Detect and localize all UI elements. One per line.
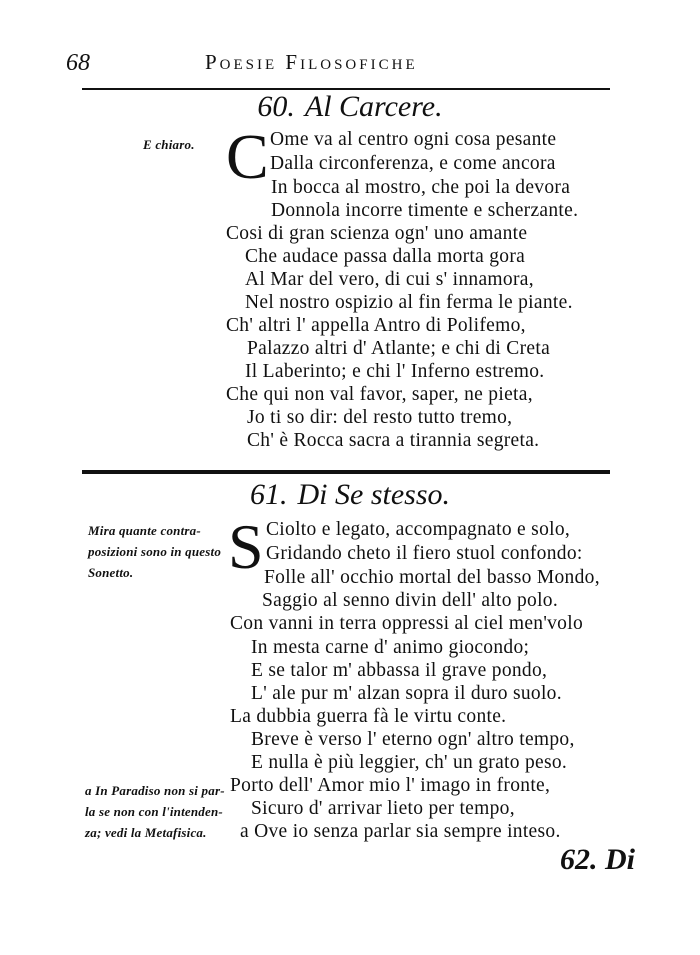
poem-60-line: Donnola incorre timente e scherzante. [271, 200, 579, 221]
note-line: za; vedi la Metafisica. [85, 825, 207, 840]
note-line: posizioni sono in questo [88, 544, 222, 559]
page-number: 68 [66, 50, 90, 76]
poem-61-line: E nulla è più leggier, ch' un grato peso. [251, 752, 568, 773]
poem-61-footnote [85, 780, 225, 843]
poem-61-line: In mesta carne d' animo giocondo; [251, 637, 530, 658]
poem-61-line: Folle all' occhio mortal del basso Mondo, [264, 567, 600, 588]
section-rule [82, 470, 610, 474]
poem-60-line: Ch' altri l' appella Antro di Polifemo, [226, 315, 526, 336]
poem-61-line: Con vanni in terra oppressi al ciel men'volo [230, 613, 584, 634]
poem-60-margin-note: E chiaro. [143, 137, 195, 152]
poem-61-line: Ciolto e legato, accompagnato e solo, [266, 519, 571, 540]
poem-60-line: Al Mar del vero, di cui s' innamora, [245, 269, 534, 290]
poem-60-line: Jo ti so dir: del resto tutto tremo, [247, 407, 513, 428]
poem-61-line: La dubbia guerra fà le virtu conte. [230, 706, 507, 727]
poem-61-line: Sicuro d' arrivar lieto per tempo, [251, 798, 515, 819]
poem-60-line: Che qui non val favor, saper, ne pieta, [226, 384, 533, 405]
note-line: a In Paradiso non si par- [85, 783, 225, 798]
poem-61-heading [0, 478, 700, 512]
note-line: la se non con l'intenden- [85, 804, 223, 819]
poem-61-dropcap: S [228, 511, 264, 582]
poem-60-line: Dalla circonferenza, e come ancora [270, 153, 556, 174]
poem-61-line: Breve è verso l' eterno ogn' altro tempo, [251, 729, 575, 750]
poem-61-number: 61. [250, 478, 288, 511]
poem-60-line: Ome va al centro ogni cosa pesante [270, 129, 557, 150]
poem-60-line: In bocca al mostro, che poi la devora [271, 177, 571, 198]
poem-60-line: Che audace passa dalla morta gora [245, 246, 526, 267]
poem-60-line: Il Laberinto; e chi l' Inferno estremo. [245, 361, 545, 382]
note-line: Mira quante contra- [88, 523, 201, 538]
poem-61-line: Porto dell' Amor mio l' imago in fronte, [230, 775, 551, 796]
catchword: 62. Di [560, 843, 635, 876]
poem-60-title: Al Carcere. [304, 90, 443, 123]
poem-61-line: Gridando cheto il fiero stuol confondo: [266, 543, 583, 564]
poem-60-line: Palazzo altri d' Atlante; e chi di Creta [247, 338, 551, 359]
poem-61-line: Saggio al senno divin dell' alto polo. [262, 590, 559, 611]
poem-61-margin-note [88, 520, 221, 583]
poem-61-title: Di Se stesso. [297, 478, 450, 511]
poem-60-dropcap: C [226, 121, 269, 192]
running-title: Poesie Filosofiche [205, 50, 418, 74]
poem-60-line: Cosi di gran scienza ogn' uno amante [226, 223, 528, 244]
note-line: Sonetto. [88, 565, 134, 580]
poem-61-line: E se talor m' abbassa il grave pondo, [251, 660, 548, 681]
poem-60-heading [0, 90, 700, 124]
poem-61-line: L' ale pur m' alzan sopra il duro suolo. [251, 683, 562, 704]
poem-61-line: a Ove io senza parlar sia sempre inteso. [240, 821, 561, 842]
poem-60-line: Nel nostro ospizio al fin ferma le piante. [245, 292, 573, 313]
poem-60-number: 60. [257, 90, 295, 123]
poem-60-line: Ch' è Rocca sacra a tirannia segreta. [247, 430, 540, 451]
